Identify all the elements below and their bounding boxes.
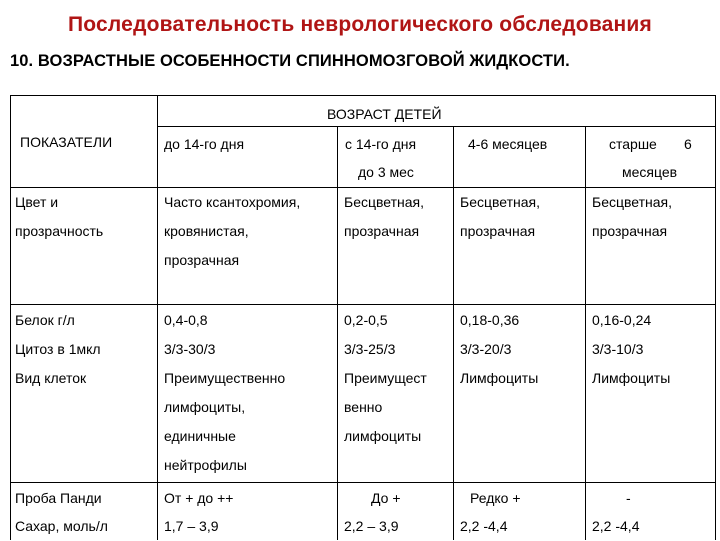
sugar-col4: 2,2 -4,4 <box>592 518 640 534</box>
age-group-header: ВОЗРАСТ ДЕТЕЙ <box>327 106 442 122</box>
cytosis-col4: 3/3-10/3 <box>592 341 644 357</box>
header-divider <box>157 126 716 127</box>
indicator-header: ПОКАЗАТЕЛИ <box>20 134 113 150</box>
col-header-14-days: до 14-го дня <box>164 136 245 152</box>
color-col2-line2: прозрачная <box>344 223 420 239</box>
col-header-4-6-months: 4-6 месяцев <box>468 136 548 152</box>
cytosis-col3: 3/3-20/3 <box>460 341 512 357</box>
col-header-older-line2: месяцев <box>622 164 678 180</box>
sugar-col1: 1,7 – 3,9 <box>164 518 219 534</box>
cells-col1-line3: единичные <box>164 428 236 444</box>
protein-col4: 0,16-0,24 <box>592 312 652 328</box>
cells-col2-line1: Преимущест <box>344 370 427 386</box>
cells-col1-line4: нейтрофилы <box>164 457 247 473</box>
color-col1-line2: кровянистая, <box>164 223 249 239</box>
color-col1-line1: Часто ксантохромия, <box>164 194 301 210</box>
row-label-color-1: Цвет и <box>15 194 59 210</box>
cells-col4: Лимфоциты <box>592 370 671 386</box>
pandy-col4: - <box>626 490 631 506</box>
row-label-cytosis: Цитоз в 1мкл <box>15 341 101 357</box>
cells-col1-line1: Преимущественно <box>164 370 286 386</box>
col-divider-1 <box>157 95 158 540</box>
col-header-older-line1: старше <box>609 136 657 152</box>
pandy-col2: До + <box>371 490 401 506</box>
row-divider-color <box>10 304 716 305</box>
color-col4-line1: Бесцветная, <box>592 194 672 210</box>
color-col4-line2: прозрачная <box>592 223 668 239</box>
protein-col2: 0,2-0,5 <box>344 312 388 328</box>
protein-col3: 0,18-0,36 <box>460 312 520 328</box>
row-label-color-2: прозрачность <box>15 223 104 239</box>
color-col3-line1: Бесцветная, <box>460 194 540 210</box>
row-label-sugar: Сахар, моль/л <box>15 518 108 534</box>
col-divider-3 <box>453 126 454 540</box>
row-label-pandy: Проба Панди <box>15 490 102 506</box>
sugar-col2: 2,2 – 3,9 <box>344 518 399 534</box>
row-label-cells: Вид клеток <box>15 370 87 386</box>
cells-col2-line2: венно <box>344 399 383 415</box>
cells-col2-line3: лимфоциты <box>344 428 422 444</box>
cells-col3: Лимфоциты <box>460 370 539 386</box>
row-divider-cells <box>10 482 716 483</box>
color-col2-line1: Бесцветная, <box>344 194 424 210</box>
col-divider-4 <box>585 126 586 540</box>
page-title: Последовательность неврологического обследования <box>68 13 652 36</box>
pandy-col3: Редко + <box>470 490 521 506</box>
pandy-col1: От + до ++ <box>164 490 234 506</box>
cytosis-col1: 3/3-30/3 <box>164 341 216 357</box>
sugar-col3: 2,2 -4,4 <box>460 518 508 534</box>
cells-col1-line2: лимфоциты, <box>164 399 246 415</box>
slide-subtitle: 10. ВОЗРАСТНЫЕ ОСОБЕННОСТИ СПИННОМОЗГОВОЙ ЖИДКОСТИ. <box>10 52 570 70</box>
table-border-left <box>10 95 11 540</box>
col-header-older-number: 6 <box>684 136 692 152</box>
table-border-right <box>715 95 716 540</box>
col-header-3-months-line1: с 14-го дня <box>345 136 417 152</box>
col-header-3-months-line2: до 3 мес <box>358 164 414 180</box>
color-col1-line3: прозрачная <box>164 252 240 268</box>
protein-col1: 0,4-0,8 <box>164 312 208 328</box>
cytosis-col2: 3/3-25/3 <box>344 341 396 357</box>
table-border-top <box>10 95 716 96</box>
row-label-protein: Белок г/л <box>15 312 75 328</box>
color-col3-line2: прозрачная <box>460 223 536 239</box>
col-divider-2 <box>337 126 338 540</box>
